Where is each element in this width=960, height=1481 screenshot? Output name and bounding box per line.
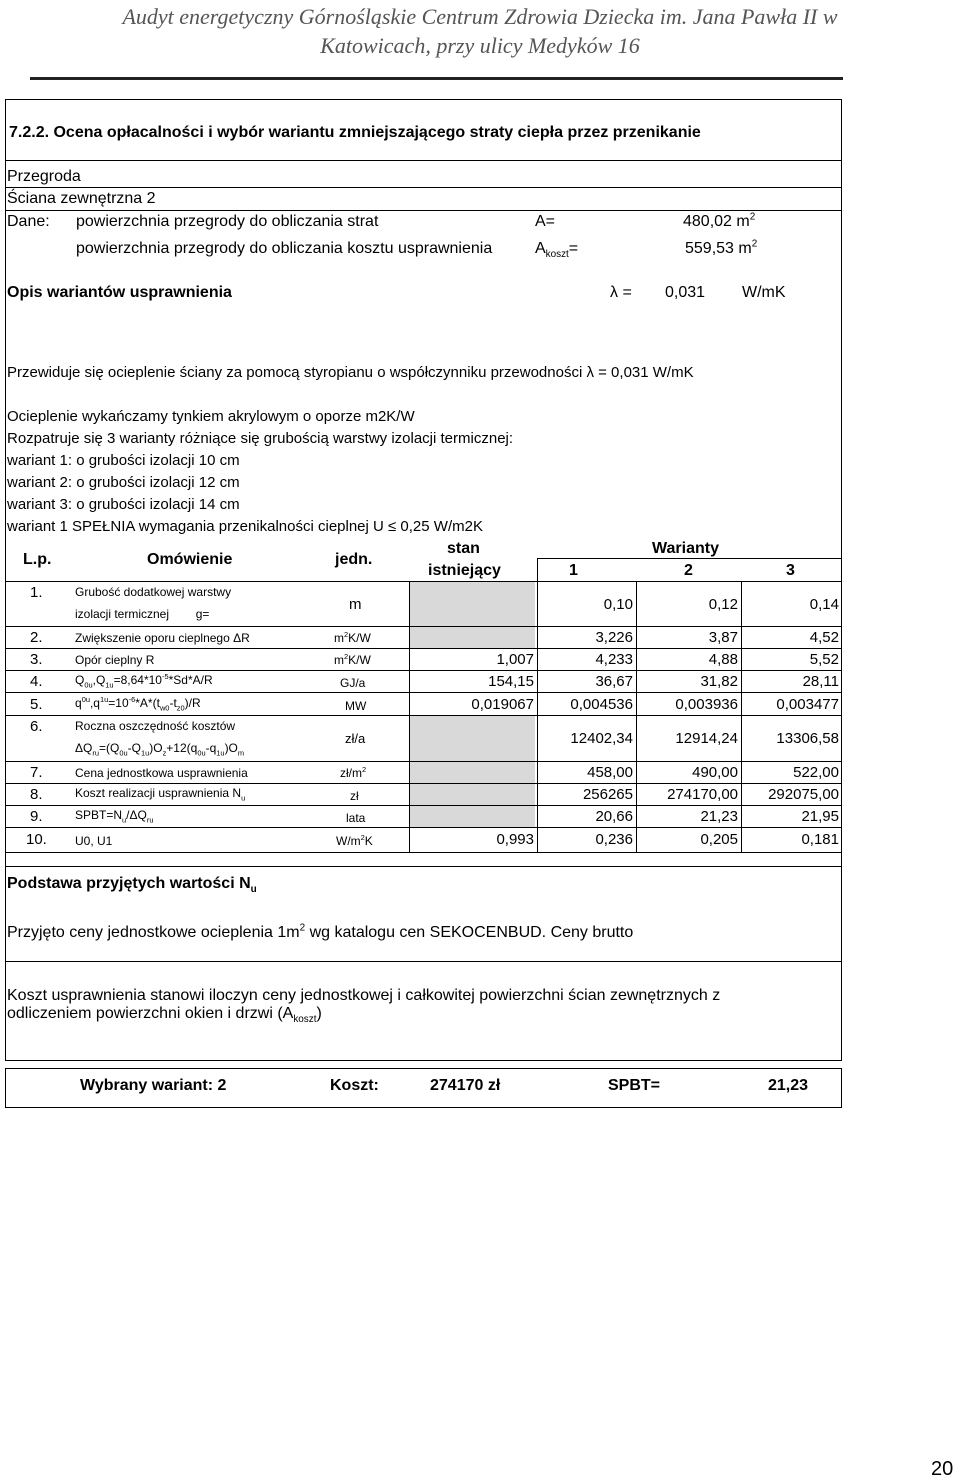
row9-unit: lata	[346, 811, 366, 825]
summary-frame-top	[5, 1068, 842, 1069]
shade-row2-stan	[409, 627, 535, 648]
dane-row2-desc: powierzchnia przegrody do obliczania kosztu usprawnienia	[76, 240, 493, 257]
shade-row9-stan	[409, 806, 535, 827]
row7-v1: 458,00	[587, 764, 633, 781]
frame-right	[841, 99, 842, 866]
row6-desc-2: $\Delta Q_{ru}=(Q_{0u}-Q_{1u})O_z+12(q_{0u}-q_{1u})O_m$	[75, 741, 245, 758]
podstawa-text-1: Przyjęto ceny jednostkowe ocieplenia $1m^2$ wg katalogu cen SEKOCENBUD. Ceny brutto	[7, 922, 634, 941]
row10-v3: 0,181	[801, 831, 839, 848]
row3-v2: 4,88	[708, 651, 738, 668]
row8-desc: Koszt realizacji usprawnienia $N_u$	[75, 786, 246, 803]
dane-row2-value: 559,53 $m^2$	[685, 238, 758, 257]
tbl-head-w1: 1	[569, 562, 578, 579]
opis-line-2: Ocieplenie wykańczamy tynkiem akrylowym o oporze m2K/W	[7, 408, 415, 425]
frame-top	[5, 99, 842, 100]
przegroda-label: Przegroda	[7, 168, 81, 185]
row4-desc: $Q_{0u},Q_{1u}=8,64*10^{-5}*Sd*A/R$	[75, 672, 213, 690]
summary-koszt-value: 274170 zł	[430, 1077, 501, 1094]
koszt-frame-right	[841, 961, 842, 1061]
shade-row7-stan	[409, 762, 535, 783]
rule-after-przegroda	[5, 187, 842, 188]
row10-stan: 0,993	[496, 831, 534, 848]
tbl-hline-6	[5, 761, 842, 762]
tbl-head-warianty: Warianty	[652, 540, 719, 557]
row9-lp: 9.	[30, 808, 43, 825]
row1-desc-2: izolacji termicznej g=	[75, 607, 210, 621]
row6-desc-1: Roczna oszczędność kosztów	[75, 719, 236, 733]
summary-frame-bottom	[5, 1107, 842, 1108]
row7-unit: $zł/m^2$	[340, 765, 367, 780]
tbl-hline-3	[5, 670, 842, 671]
dane-row2-symbol: $A_{koszt}=$	[535, 240, 579, 261]
summary-frame-right	[841, 1068, 842, 1107]
opis-line-1: Przewiduje się ocieplenie ściany za pomocą styropianu o współczynniku przewodności λ = 0,031 W/mK	[7, 364, 694, 381]
row5-v1: 0,004536	[570, 696, 633, 713]
tbl-head-w2: 2	[684, 562, 693, 579]
dane-row1-symbol: A=	[535, 213, 556, 230]
row9-desc: $SPBT=N_u/\Delta Q_{ru}$	[75, 808, 154, 825]
tbl-head-omowienie: Omówienie	[147, 551, 233, 568]
row1-unit: m	[349, 596, 362, 613]
tbl-hline-warianty	[537, 558, 841, 559]
document-header	[0, 2, 960, 60]
shade-row6-stan	[409, 716, 535, 761]
tbl-hline-8	[5, 805, 842, 806]
header-line-1: Audyt energetyczny Górnośląskie Centrum Zdrowia Dziecka im. Jana Pawła II w	[122, 4, 838, 29]
row1-v1: 0,10	[603, 596, 633, 613]
row5-stan: 0,019067	[471, 696, 534, 713]
row4-lp: 4.	[30, 673, 43, 690]
podstawa-text-2: Koszt usprawnienia stanowi iloczyn ceny jednostkowej i całkowitej powierzchni ścian zewnętrznych z	[7, 987, 721, 1004]
dane-row1-value: 480,02 $m^2$	[683, 211, 756, 230]
koszt-frame-bottom	[5, 1060, 842, 1061]
row2-desc: Zwiększenie oporu cieplnego ΔR	[75, 631, 250, 645]
page-number: 20	[931, 1458, 954, 1480]
row8-v3: 292075,00	[768, 786, 839, 803]
row1-v3: 0,14	[809, 596, 839, 613]
summary-koszt-label: Koszt:	[330, 1077, 379, 1094]
row3-v1: 4,233	[595, 651, 633, 668]
row10-v2: 0,205	[700, 831, 738, 848]
row1-desc-1: Grubość dodatkowej warstwy	[75, 585, 232, 599]
row1-v2: 0,12	[708, 596, 738, 613]
rule-after-przegroda-value	[5, 210, 842, 211]
row9-v3: 21,95	[801, 808, 839, 825]
tbl-vline-stan	[409, 581, 410, 853]
row6-v3: 13306,58	[776, 730, 839, 747]
row2-v3: 4,52	[809, 629, 839, 646]
row3-desc: Opór cieplny R	[75, 653, 155, 667]
header-line-2: Katowicach, przy ulicy Medyków 16	[320, 33, 640, 58]
row10-lp: 10.	[26, 831, 47, 848]
przegroda-value: Ściana zewnętrzna 2	[7, 190, 156, 207]
row5-lp: 5.	[30, 696, 43, 713]
row5-v2: 0,003936	[675, 696, 738, 713]
row7-v3: 522,00	[793, 764, 839, 781]
row10-desc: U0, U1	[75, 834, 113, 848]
podstawa-text-3: odliczeniem powierzchni okien i drzwi $(A_{koszt})$	[7, 1005, 322, 1026]
row10-v1: 0,236	[595, 831, 633, 848]
row3-lp: 3.	[30, 651, 43, 668]
podstawa-frame-left	[5, 866, 6, 961]
dane-label: Dane:	[7, 213, 50, 230]
opis-line-4: wariant 1: o grubości izolacji 10 cm	[7, 452, 240, 469]
row2-unit: $m^2K/W$	[334, 630, 371, 645]
row6-lp: 6.	[30, 718, 43, 735]
row9-v2: 21,23	[700, 808, 738, 825]
summary-spbt-label: SPBT=	[608, 1077, 661, 1094]
tbl-hline-header	[5, 581, 842, 582]
tbl-hline-7	[5, 783, 842, 784]
row6-v2: 12914,24	[675, 730, 738, 747]
row3-stan: 1,007	[496, 651, 534, 668]
summary-frame-left	[5, 1068, 6, 1107]
header-rule	[30, 77, 843, 80]
opis-line-3: Rozpatruje się 3 warianty różniące się grubością warstwy izolacji termicznej:	[7, 430, 514, 447]
row2-v1: 3,226	[595, 629, 633, 646]
shade-row1-stan	[409, 581, 535, 626]
row1-lp: 1.	[30, 584, 43, 601]
lambda-label: λ =	[610, 284, 632, 301]
row2-lp: 2.	[30, 629, 43, 646]
row5-unit: MW	[345, 699, 367, 713]
tbl-head-stan: stan	[447, 540, 480, 557]
tbl-hline-9	[5, 827, 842, 828]
shade-row8-stan	[409, 784, 535, 805]
tbl-hline-2	[5, 648, 842, 649]
row4-v2: 31,82	[700, 673, 738, 690]
podstawa-frame-bottom	[5, 961, 842, 962]
summary-spbt-value: 21,23	[768, 1077, 809, 1094]
row3-v3: 5,52	[809, 651, 839, 668]
opis-line-7: wariant 1 SPEŁNIA wymagania przenikalności cieplnej U ≤ 0,25 W/m2K	[7, 518, 483, 535]
opis-line-5: wariant 2: o grubości izolacji 12 cm	[7, 474, 240, 491]
tbl-head-lp: L.p.	[23, 551, 52, 568]
row4-unit: GJ/a	[340, 676, 366, 690]
podstawa-frame-right	[841, 866, 842, 961]
row8-v2: 274170,00	[667, 786, 738, 803]
row9-v1: 20,66	[595, 808, 633, 825]
lambda-value: 0,031	[665, 284, 706, 301]
row2-v2: 3,87	[708, 629, 738, 646]
row3-unit: $m^2K/W$	[334, 652, 371, 667]
row6-unit: zł/a	[345, 731, 366, 746]
row4-v3: 28,11	[802, 673, 839, 690]
row5-v3: 0,003477	[776, 696, 839, 713]
opis-line-6: wariant 3: o grubości izolacji 14 cm	[7, 496, 240, 513]
tbl-hline-bottom	[5, 852, 842, 853]
row7-v2: 490,00	[692, 764, 738, 781]
row8-v1: 256265	[582, 786, 633, 803]
tbl-vline-warianty-left	[537, 558, 538, 581]
row5-desc: $q^{0u},q^{1u}=10^{-6}*A*(t_{w0}-t_{z0})/R$	[75, 695, 201, 713]
tbl-hline-4	[5, 692, 842, 693]
tbl-head-jedn: jedn.	[335, 551, 373, 568]
podstawa-title: Podstawa przyjętych wartości $N_u$	[7, 875, 257, 896]
row8-unit: zł	[350, 789, 359, 803]
dane-row1-desc: powierzchnia przegrody do obliczania strat	[76, 213, 379, 230]
tbl-head-w3: 3	[786, 562, 795, 579]
row7-lp: 7.	[30, 764, 43, 781]
rule-after-title	[5, 160, 842, 161]
tbl-hline-1	[5, 626, 842, 627]
row8-lp: 8.	[30, 786, 43, 803]
row10-unit: $W/m^2K$	[336, 833, 373, 848]
section-title: 7.2.2. Ocena opłacalności i wybór wariantu zmniejszającego straty ciepła przez przenikanie	[9, 124, 701, 141]
row6-v1: 12402,34	[570, 730, 633, 747]
frame-left	[5, 99, 6, 866]
row4-v1: 36,67	[595, 673, 633, 690]
tbl-hline-5	[5, 715, 842, 716]
summary-wariant: Wybrany wariant: 2	[80, 1077, 227, 1094]
koszt-frame-left	[5, 961, 6, 1061]
podstawa-frame-top	[5, 866, 842, 867]
lambda-unit: W/mK	[742, 284, 786, 301]
tbl-head-istniejacy: istniejący	[428, 562, 501, 579]
row7-desc: Cena jednostkowa usprawnienia	[75, 766, 248, 780]
row4-stan: 154,15	[488, 673, 534, 690]
opis-title: Opis wariantów usprawnienia	[7, 284, 232, 301]
